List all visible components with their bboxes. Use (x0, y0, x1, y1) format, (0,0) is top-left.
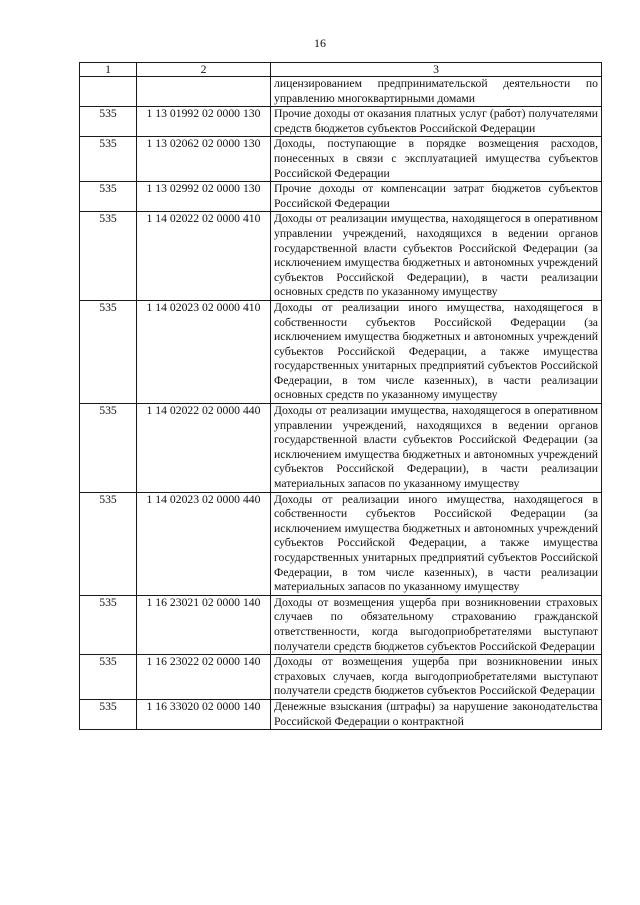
column-header-2: 2 (137, 63, 271, 77)
page-number: 16 (314, 36, 326, 50)
description-cell: Доходы от реализации имущества, находящегося в оперативном управлении учреждений, находящихся в ведении органов государственной власти субъектов Российской Федерации (за исключением имущества бюджетных и автономных учреждений субъектов Российской Федерации), в части реализации материальных запасов по указанному имуществу (271, 404, 602, 493)
budget-code-cell: 1 14 02023 02 0000 440 (137, 492, 271, 595)
description-cell: Денежные взыскания (штрафы) за нарушение законодательства Российской Федерации о контрактной (271, 699, 602, 729)
budget-code-cell: 1 16 23022 02 0000 140 (137, 655, 271, 700)
table-row (80, 137, 602, 182)
admin-code-cell: 535 (80, 182, 137, 212)
admin-code-cell: 535 (80, 492, 137, 595)
admin-code-cell: 535 (80, 107, 137, 137)
admin-code-cell (80, 77, 137, 107)
admin-code-cell: 535 (80, 655, 137, 700)
budget-code-cell: 1 16 23021 02 0000 140 (137, 595, 271, 654)
table-row (80, 300, 602, 403)
table-row (80, 655, 602, 700)
column-header-3: 3 (271, 63, 602, 77)
table-row (80, 492, 602, 595)
budget-code-cell: 1 13 02992 02 0000 130 (137, 182, 271, 212)
admin-code-cell: 535 (80, 300, 137, 403)
admin-code-cell: 535 (80, 137, 137, 182)
description-cell: Прочие доходы от компенсации затрат бюджетов субъектов Российской Федерации (271, 182, 602, 212)
table-row (80, 107, 602, 137)
column-header-1: 1 (80, 63, 137, 77)
description-cell: Доходы, поступающие в порядке возмещения расходов, понесенных в связи с эксплуатацией имущества субъектов Российской Федерации (271, 137, 602, 182)
table-row (80, 404, 602, 493)
description-cell: Доходы от реализации иного имущества, находящегося в собственности субъектов Российской Федерации (за исключением имущества бюджетных и автономных учреждений субъектов Российской Федерации, а также имущества государственных унитарных предприятий субъектов Российской Федерации, в том числе казенных), в части реализации основных средств по указанному имуществу (271, 300, 602, 403)
description-cell: Доходы от реализации имущества, находящегося в оперативном управлении учреждений, находящихся в ведении органов государственной власти субъектов Российской Федерации (за исключением имущества бюджетных и автономных учреждений субъектов Российской Федерации), в части реализации основных средств по указанному имуществу (271, 212, 602, 301)
budget-code-cell: 1 14 02022 02 0000 440 (137, 404, 271, 493)
table-row (80, 699, 602, 729)
description-cell: Прочие доходы от оказания платных услуг (работ) получателями средств бюджетов субъектов Российской Федерации (271, 107, 602, 137)
admin-code-cell: 535 (80, 212, 137, 301)
budget-code-cell: 1 13 01992 02 0000 130 (137, 107, 271, 137)
table-row (80, 77, 602, 107)
budget-code-cell: 1 14 02023 02 0000 410 (137, 300, 271, 403)
description-cell: лицензированием предпринимательской деятельности по управлению многоквартирными домами (271, 77, 602, 107)
table-row (80, 182, 602, 212)
admin-code-cell: 535 (80, 404, 137, 493)
description-cell: Доходы от возмещения ущерба при возникновении страховых случаев по обязательному страхованию гражданской ответственности, когда выгодоприобретателями выступают получатели средств бюджетов субъектов Российской Федерации (271, 595, 602, 654)
budget-code-cell: 1 14 02022 02 0000 410 (137, 212, 271, 301)
table-header-row (80, 63, 602, 77)
revenue-codes-table (79, 62, 602, 730)
admin-code-cell: 535 (80, 699, 137, 729)
budget-code-cell (137, 77, 271, 107)
description-cell: Доходы от реализации иного имущества, находящегося в собственности субъектов Российской Федерации (за исключением имущества бюджетных и автономных учреждений субъектов Российской Федерации, а также имущества государственных унитарных предприятий субъектов Российской Федерации, в том числе казенных), в части реализации материальных запасов по указанному имуществу (271, 492, 602, 595)
admin-code-cell: 535 (80, 595, 137, 654)
budget-code-cell: 1 16 33020 02 0000 140 (137, 699, 271, 729)
table-row (80, 595, 602, 654)
table-row (80, 212, 602, 301)
budget-code-cell: 1 13 02062 02 0000 130 (137, 137, 271, 182)
description-cell: Доходы от возмещения ущерба при возникновении иных страховых случаев, когда выгодоприобретателями выступают получатели средств бюджетов субъектов Российской Федерации (271, 655, 602, 700)
